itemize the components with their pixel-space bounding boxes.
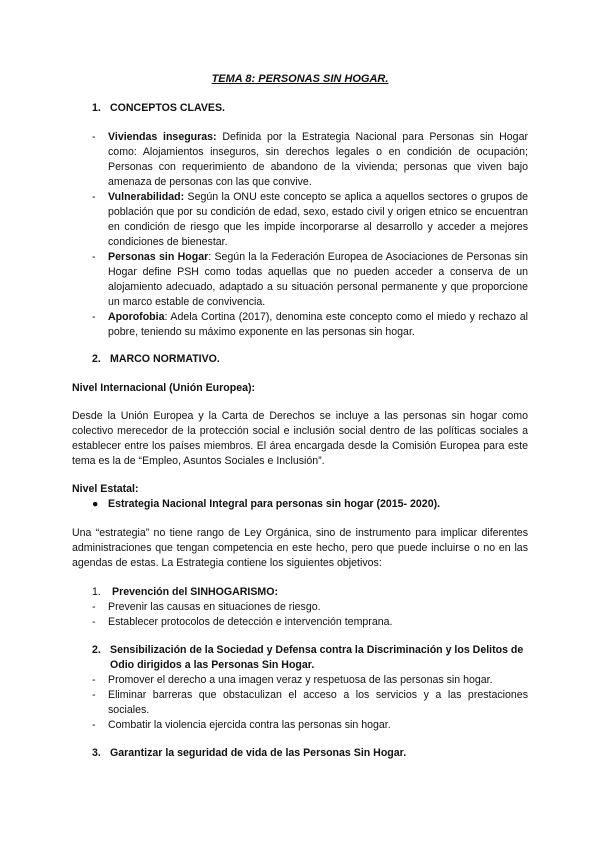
list-item: - Establecer protocolos de detección e intervención temprana. [92,616,393,628]
list-item: - Eliminar barreras que obstaculizan el acceso a los servicios y a las prestaciones sociales. [92,689,528,716]
objective-2-list [92,673,528,733]
page-title: TEMA 8: PERSONAS SIN HOGAR. [211,73,389,85]
section-heading-marco: 2. MARCO NORMATIVO. [92,353,220,365]
list-item: - Aporofobia: Adela Cortina (2017), denomina este concepto como el miedo y rechazo al pobre, teniendo su máximo exponente en las personas sin hogar. [92,311,528,338]
section-heading-conceptos: 1. CONCEPTOS CLAVES. [92,102,225,114]
paragraph-estatal: Una “estrategia” no tiene rango de Ley Orgánica, sino de instrumento para implicar diferentes administraciones que tengan competencia en este hecho, pero que puede incluirse o no en las agendas de estas. La Estrategia contiene los siguientes objetivos: [72,527,528,569]
concept-list [92,130,528,340]
list-item: - Personas sin Hogar: Según la la Federación Europea de Asociaciones de Personas sin Hogar define PSH como todas aquellas que no pueden acceder a conserva de un alojamiento adecuado, adaptado a su situación personal permanente y que proporcione un marco estable de convivencia. [92,251,529,308]
list-item: - Combatir la violencia ejercida contra las personas sin hogar. [92,719,391,731]
subheading-internacional: Nivel Internacional (Unión Europea): [72,382,256,394]
objective-heading-3: 3. Garantizar la seguridad de vida de las Personas Sin Hogar. [92,747,407,759]
subheading-estatal: Nivel Estatal: [72,483,139,495]
list-item: - Promover el derecho a una imagen veraz y respetuosa de las personas sin hogar. [92,674,493,686]
list-item: - Prevenir las causas en situaciones de riesgo. [92,601,321,613]
list-item: - Vulnerabilidad: Según la ONU este concepto se aplica a aquellos sectores o grupos de población que por su condición de edad, sexo, estado civil y origen etnico se encuentran en condición de riesgo que les impide incorporarse al desarrollo y acceder a mejores condiciones de bienestar. [92,191,528,248]
objective-heading-1: 1. Prevención del SINHOGARISMO: [92,586,278,598]
objective-heading-2: 2. Sensibilización de la Sociedad y Defensa contra la Discriminación y los Delitos de Odio dirigidos a las Personas Sin Hogar. [92,644,524,671]
paragraph-internacional: Desde la Unión Europea y la Carta de Derechos se incluye a las personas sin hogar como colectivo merecedor de la protección social e inclusión social dentro de las políticas sociales a establecer entre los países miembros. El área encargada desde la Comisión Europea para este tema es la de “Empleo, Asuntos Sociales e Inclusión”. [72,410,528,467]
estrategia-bullet: ● Estrategia Nacional Integral para personas sin hogar (2015- 2020). [92,498,441,510]
objective-1-list [92,600,528,630]
list-item: - Viviendas inseguras: Definida por la Estrategia Nacional para Personas sin Hogar como: Alojamientos inseguros, sin derechos legales o en condición de ocupación; Personas con requerimiento de abandono de la vivienda; personas que viven bajo amenaza de personas con las que convive. [92,131,528,188]
